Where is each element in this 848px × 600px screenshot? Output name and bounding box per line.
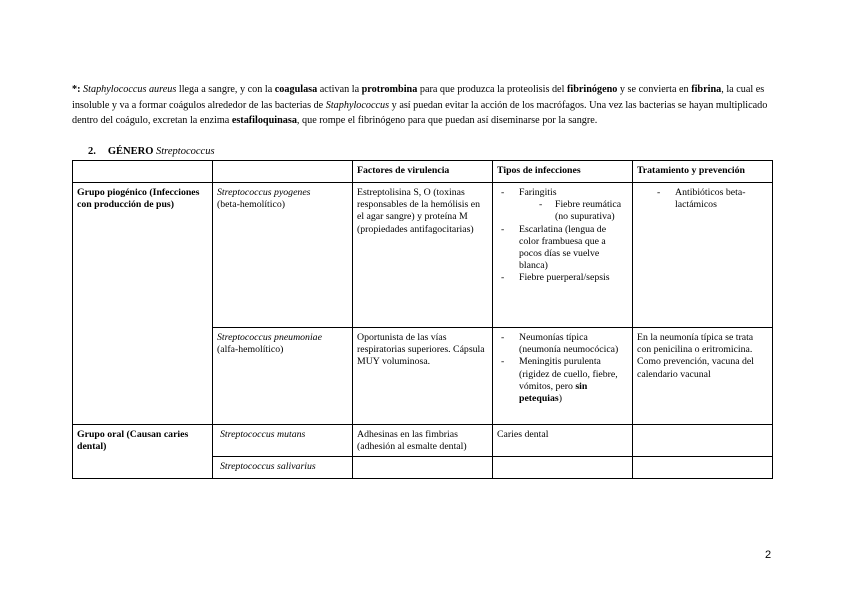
virulence-cell: Oportunista de las vías respiratorias superiores. Cápsula MUY voluminosa. bbox=[353, 328, 493, 425]
species-cell bbox=[213, 183, 353, 328]
species-cell bbox=[213, 425, 353, 457]
species-note: (alfa-hemolítico) bbox=[217, 344, 284, 356]
virulence-cell bbox=[353, 457, 493, 479]
paragraph-text: y se convierta en bbox=[617, 84, 692, 96]
page-number: 2 bbox=[765, 549, 772, 561]
species-name: Streptococcus pyogenes bbox=[217, 187, 311, 198]
list-item bbox=[497, 356, 628, 405]
species-cell bbox=[213, 457, 353, 479]
term-fibrinogeno: fibrinógeno bbox=[566, 84, 618, 96]
list-item bbox=[497, 187, 628, 224]
treatment-list bbox=[637, 187, 768, 211]
streptococcus-table bbox=[72, 160, 773, 479]
list-item: - Neumonías típica (neumonía neumocócica) bbox=[497, 332, 628, 356]
asterisk-marker: *: bbox=[72, 84, 81, 96]
species-note: (beta-hemolítico) bbox=[217, 199, 286, 211]
header-cell-virulence: Factores de virulencia bbox=[353, 161, 493, 183]
infection-list bbox=[497, 187, 628, 285]
infection-list bbox=[497, 332, 628, 405]
paragraph-text: , que rompe el fibrinógeno para que puedan así diseminarse por la sangre. bbox=[296, 115, 598, 127]
paragraph-text: llega a sangre, y con la bbox=[176, 84, 275, 96]
treatment-cell bbox=[633, 183, 773, 328]
infection-text: Meningitis purulenta (rigidez de cuello, fiebre, vómitos, pero bbox=[519, 356, 618, 392]
intro-paragraph bbox=[72, 82, 776, 129]
group-cell-oral: Grupo oral (Causan caries dental) bbox=[73, 425, 213, 479]
group-cell-piogenico: Grupo piogénico (Infecciones con producción de pus) bbox=[73, 183, 213, 425]
infections-cell: Caries dental bbox=[493, 425, 633, 457]
infection-text: Faringitis bbox=[519, 187, 557, 198]
treatment-cell bbox=[633, 457, 773, 479]
list-item: - Escarlatina (lengua de color frambuesa que a pocos días se vuelve blanca) bbox=[497, 224, 628, 273]
paragraph-text: y así puedan evitar la acción de los macrófagos. Una vez las bacterias se hayan multiplicado dentro del coágulo, excretan la enzima bbox=[72, 99, 768, 127]
infections-cell bbox=[493, 328, 633, 425]
header-cell-species bbox=[213, 161, 353, 183]
section-number: 2. bbox=[88, 146, 96, 157]
infections-cell bbox=[493, 457, 633, 479]
section-heading bbox=[88, 146, 215, 157]
treatment-cell bbox=[633, 425, 773, 457]
infection-sublist bbox=[519, 199, 628, 223]
term-estafiloquinasa: estafiloquinasa bbox=[231, 115, 297, 127]
infections-cell bbox=[493, 183, 633, 328]
table-row bbox=[73, 183, 773, 328]
list-item: - Fiebre puerperal/sepsis bbox=[497, 272, 628, 284]
term-fibrina: fibrina bbox=[691, 84, 722, 96]
term-protrombina: protrombina bbox=[361, 84, 418, 96]
treatment-cell: En la neumonía típica se trata con penicilina o eritromicina. Como prevención, vacuna del calendario vacunal bbox=[633, 328, 773, 425]
species-cell bbox=[213, 328, 353, 425]
genus-staphylococcus: Staphylococcus bbox=[325, 99, 390, 111]
virulence-cell: Estreptolisina S, O (toxinas responsables de la hemólisis en el agar sangre) y proteína M (propiedades antifagocitarias) bbox=[353, 183, 493, 328]
species-name: Streptococcus salivarius bbox=[220, 461, 316, 473]
term-coagulasa: coagulasa bbox=[274, 84, 318, 96]
paragraph-text: activan la bbox=[317, 84, 362, 96]
infection-highlight: sin petequias bbox=[519, 380, 588, 405]
species-name: Streptococcus pneumoniae bbox=[217, 332, 322, 343]
paragraph-text: , la cual es insoluble y va a formar coágulos alrededor de las bacterias de bbox=[72, 84, 765, 111]
table-header-row bbox=[73, 161, 773, 183]
virulence-cell: Adhesinas en las fimbrias (adhesión al esmalte dental) bbox=[353, 425, 493, 457]
list-item: - Antibióticos beta-lactámicos bbox=[637, 187, 768, 211]
section-genus: Streptococcus bbox=[156, 146, 215, 157]
header-cell-treatment: Tratamiento y prevención bbox=[633, 161, 773, 183]
infection-text: ) bbox=[558, 393, 563, 405]
species-staphylococcus-aureus: Staphylococcus aureus bbox=[83, 84, 177, 96]
species-name: Streptococcus mutans bbox=[220, 429, 306, 440]
paragraph-text: para que produzca la proteolisis del bbox=[417, 84, 567, 96]
header-cell-infections: Tipos de infecciones bbox=[493, 161, 633, 183]
list-item: - Fiebre reumática (no supurativa) bbox=[519, 199, 628, 223]
header-cell-group bbox=[73, 161, 213, 183]
table-row bbox=[73, 425, 773, 457]
section-label: GÉNERO bbox=[107, 146, 154, 157]
